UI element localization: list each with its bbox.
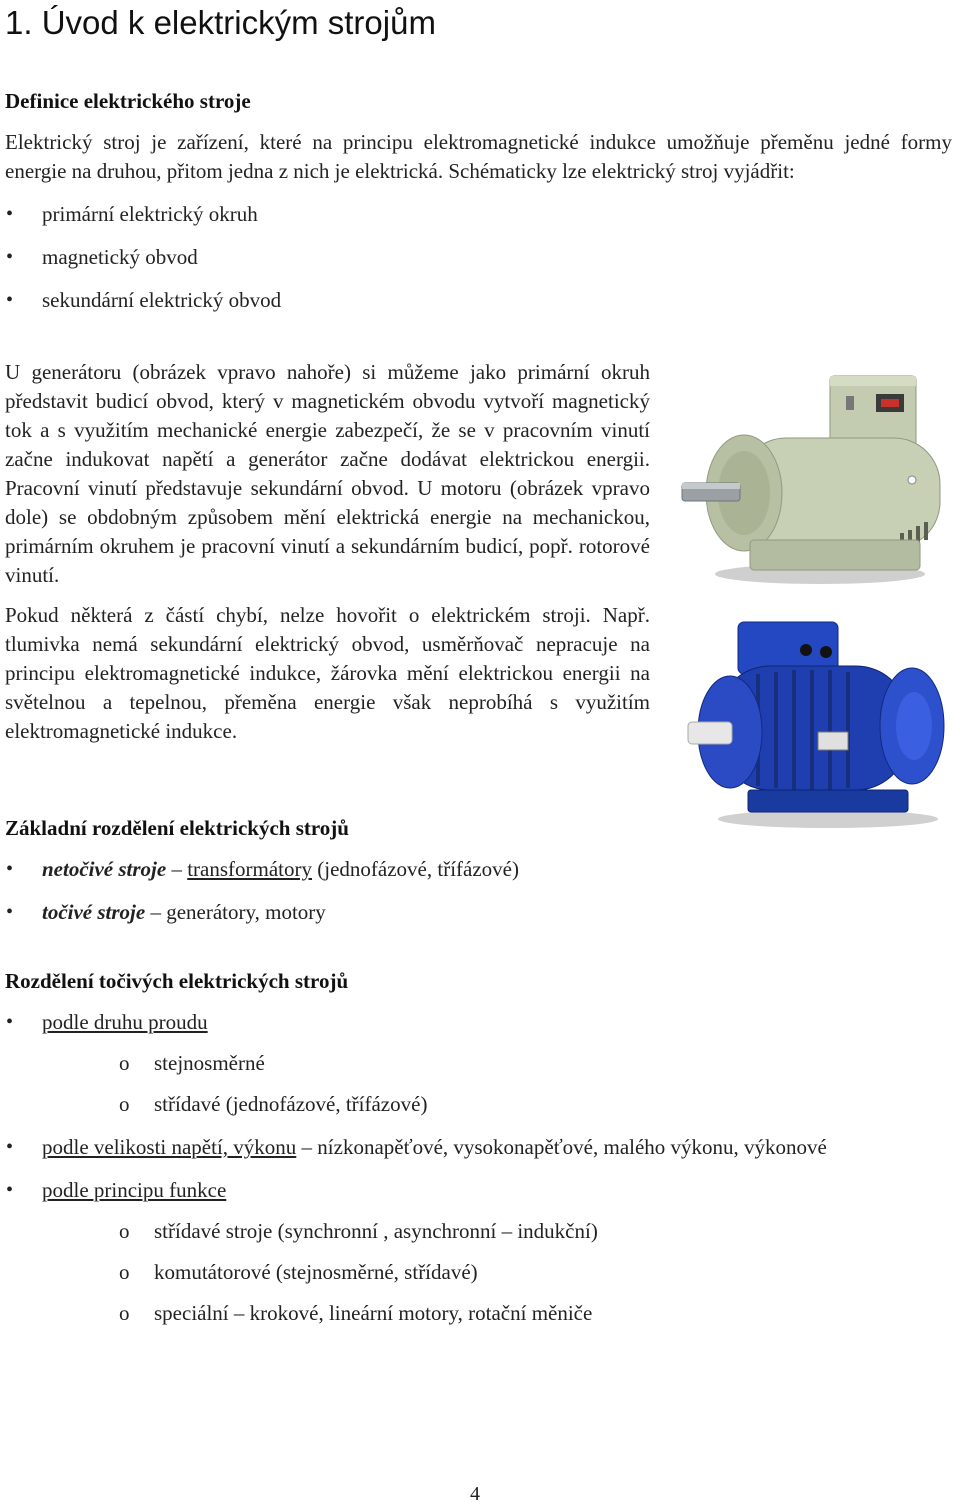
rotating-classification-section: [5, 969, 952, 1328]
basic-classification-title: Základní rozdělení elektrických strojů: [5, 816, 349, 840]
generator-image: [680, 368, 942, 592]
voltage-power-link[interactable]: podle velikosti napětí, výkonu: [42, 1135, 297, 1159]
basic-classification-list: [5, 855, 952, 927]
list-item: [5, 855, 952, 884]
rotating-classification-list: [5, 1176, 952, 1205]
page-title: 1. Úvod k elektrickým strojům: [5, 4, 436, 41]
sublist: [5, 1049, 952, 1119]
sublist-item: o střídavé stroje (synchronní , asynchronní – indukční): [5, 1217, 952, 1246]
rotating-classification-list: [5, 1008, 952, 1037]
function-principle-link[interactable]: podle principu funkce: [42, 1178, 227, 1202]
list-item: [5, 1176, 952, 1205]
rotating-classification-list: [5, 1133, 952, 1162]
definition-list: [5, 200, 952, 315]
list-item: [5, 1008, 952, 1037]
definition-paragraph: Elektrický stroj je zařízení, které na principu elektromagnetické indukce umožňuje přeměnu jedné formy energie na druhou, přitom jedna z nich je elektrická. Schématicky lze elektrický stroj vyjádřit:: [5, 130, 952, 183]
generator-motor-paragraph: U generátoru (obrázek vpravo nahoře) si můžeme jako primární okruh představit budicí obvod, který v magnetickém obvodu vytvoří magnetický tok a s využitím mechanické energie zabezpečí, že se v pracovním vinutí začne indukovat napětí a generátor začne dodávat elektrickou energii. Pracovní vinutí představuje sekundární obvod. U motoru (obrázek vpravo dole) se obdobným způsobem mění elektrická energie na mechanickou, primárním okruhem je pracovní vinutí a sekundárním budicí, popř. rotorové vinutí.: [5, 360, 650, 587]
current-type-link[interactable]: podle druhu proudu: [42, 1010, 208, 1034]
detail: (jednofázové, třífázové): [312, 857, 519, 881]
list-item: [5, 898, 952, 927]
sublist: [5, 1217, 952, 1328]
list-item: • magnetický obvod: [5, 243, 952, 272]
page-number: 4: [470, 1483, 480, 1505]
list-item: [5, 1133, 952, 1162]
list-item: • primární elektrický okruh: [5, 200, 952, 229]
detail: – generátory, motory: [145, 900, 326, 924]
sublist-item: o střídavé (jednofázové, třífázové): [5, 1090, 952, 1119]
sublist-item: o stejnosměrné: [5, 1049, 952, 1078]
machine-explanation: [5, 358, 650, 746]
term: netočivé stroje: [42, 857, 167, 881]
sublist-item: o komutátorové (stejnosměrné, střídavé): [5, 1258, 952, 1287]
sublist-item: o speciální – krokové, lineární motory, rotační měniče: [5, 1299, 952, 1328]
basic-classification-section: [5, 816, 952, 927]
dash: –: [166, 857, 188, 881]
motor-image: [678, 614, 950, 832]
rotating-classification-title: Rozdělení točivých elektrických strojů: [5, 969, 349, 993]
term: točivé stroje: [42, 900, 146, 924]
list-item: • sekundární elektrický obvod: [5, 286, 952, 315]
definition-section: [5, 89, 952, 315]
detail: – nízkonapěťové, vysokonapěťové, malého výkonu, výkonové: [296, 1135, 827, 1159]
non-machine-paragraph: Pokud některá z částí chybí, nelze hovořit o elektrickém stroji. Např. tlumivka nemá sekundární elektrický obvod, usměrňovač nepracuje na principu elektromagnetické indukce, žárovka mění elektrickou energii na světelnou a tepelnou, přeměna energie však neprobíhá s využitím elektromagnetické indukce.: [5, 603, 650, 743]
definition-title: Definice elektrického stroje: [5, 89, 251, 113]
transformers-link[interactable]: transformátory: [187, 857, 313, 881]
